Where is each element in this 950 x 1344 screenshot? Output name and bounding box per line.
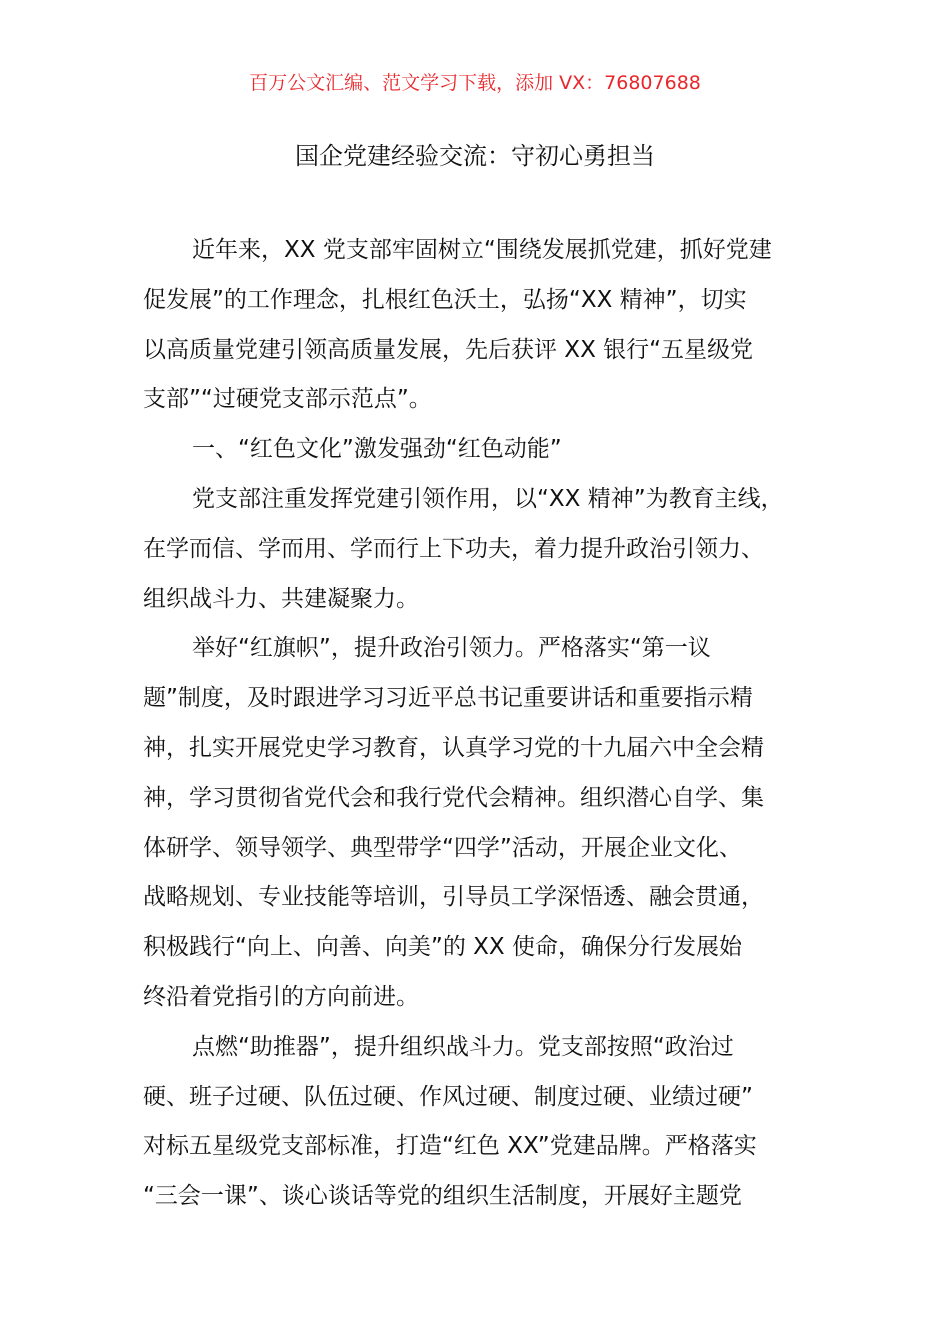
header-watermark-note: 百万公文汇编、范文学习下载，添加 VX：76807688: [249, 72, 701, 94]
text-line: 对标五星级党支部标准，打造“红色 XX”党建品牌。严格落实: [143, 1133, 757, 1160]
text-line: 点燃“助推器”，提升组织战斗力。党支部按照“政治过: [192, 1033, 734, 1060]
text-line: 举好“红旗帜”，提升政治引领力。严格落实“第一议: [192, 635, 711, 662]
text-line: 在学而信、学而用、学而行上下功夫，着力提升政治引领力、: [143, 535, 764, 562]
text-line: “三会一课”、谈心谈话等党的组织生活制度，开展好主题党: [143, 1183, 742, 1210]
text-line: 硬、班子过硬、队伍过硬、作风过硬、制度过硬、业绩过硬”: [143, 1083, 753, 1110]
document-body: [143, 232, 823, 1228]
text-line: 促发展”的工作理念，扎根红色沃土，弘扬“XX 精神”，切实: [143, 286, 747, 313]
text-line: 党支部注重发挥党建引领作用，以“XX 精神”为教育主线，: [192, 485, 784, 512]
text-line: 体研学、领导领学、典型带学“四学”活动，开展企业文化、: [143, 834, 742, 861]
text-line: 终沿着党指引的方向前进。: [143, 983, 419, 1010]
text-line: 近年来，XX 党支部牢固树立“围绕发展抓党建，抓好党建: [192, 237, 772, 263]
text-line: 积极践行“向上、向善、向美”的 XX 使命，确保分行发展始: [143, 934, 742, 961]
text-line: 神，扎实开展党史学习教育，认真学习党的十九届六中全会精: [143, 734, 764, 761]
document-title: 国企党建经验交流：守初心勇担当: [295, 142, 655, 170]
text-line: 以高质量党建引领高质量发展，先后获评 XX 银行“五星级党: [143, 336, 754, 363]
text-line: 一、“红色文化”激发强劲“红色动能”: [192, 436, 562, 463]
text-line: 支部”“过硬党支部示范点”。: [143, 386, 432, 413]
text-line: 神，学习贯彻省党代会和我行党代会精神。组织潜心自学、集: [143, 784, 764, 811]
text-line: 战略规划、专业技能等培训，引导员工学深悟透、融会贯通，: [143, 884, 764, 911]
text-line: 组织战斗力、共建凝聚力。: [143, 585, 419, 612]
text-line: 题”制度，及时跟进学习习近平总书记重要讲话和重要指示精: [143, 685, 753, 712]
